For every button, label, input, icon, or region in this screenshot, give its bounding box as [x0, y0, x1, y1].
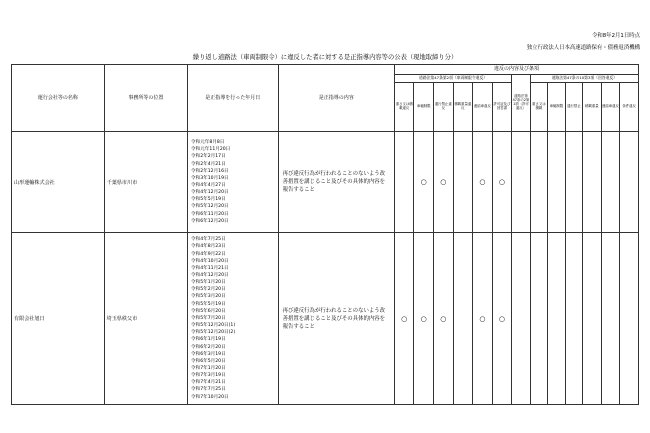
- guidance-date: 令和5年2月20日: [191, 287, 226, 293]
- violation-mark: ○: [434, 233, 454, 405]
- sub2-header: 通行禁止: [565, 83, 582, 132]
- table-row: [12, 233, 639, 405]
- guidance-date: 令和6年2月20日: [191, 344, 226, 350]
- col-violations-header: 違反の内容及び条項: [394, 65, 638, 75]
- sub1-header: 許可証及び回答書: [492, 83, 512, 132]
- sub1-header: 車幅制限: [414, 83, 434, 132]
- violation-mark: ○: [414, 132, 434, 233]
- violation-mark: [530, 233, 547, 405]
- sub2-header: 積載重量: [583, 83, 602, 132]
- sub1-header: 通行禁止違反: [434, 83, 454, 132]
- violation-mark: ○: [394, 233, 414, 405]
- violation-mark: [620, 132, 639, 233]
- violation-mark: [512, 132, 531, 233]
- guidance-date: 令和元年11月20日: [191, 147, 231, 153]
- violation-mark: [548, 132, 565, 233]
- col-content-header: 是正指導の内容: [278, 65, 394, 132]
- guidance-date: 令和2年4月21日: [191, 161, 226, 167]
- guidance-date: 令和4年12月20日: [191, 272, 229, 278]
- violation-mark: [583, 233, 602, 405]
- group-mid-header: 道路法第47条の2第1項（許可違反）: [512, 75, 531, 132]
- guidance-date: 令和7年7月25日: [191, 387, 226, 393]
- guidance-date: 令和6年1月19日: [191, 337, 226, 343]
- sub1-header: 積載重量違反: [453, 83, 473, 132]
- guidance-date: 令和元年8月8日: [191, 140, 225, 146]
- violation-mark: [394, 132, 414, 233]
- guidance-date: 令和5年1月20日: [191, 280, 226, 286]
- document-title: 繰り返し道路法（車両制限令）に違反した者に対する是正指導内容等の公表（現地取締り分）: [192, 54, 458, 61]
- guidance-date: 令和6年11月20日: [191, 211, 229, 217]
- guidance-date: 令和4年10月20日: [191, 258, 229, 264]
- col-company-header: 運行会社等の名称: [12, 65, 105, 132]
- guidance-date: 令和3年10月19日: [191, 175, 229, 181]
- violation-mark: [620, 233, 639, 405]
- company-name: 山形運輸株式会社: [12, 132, 105, 233]
- table-row: [12, 132, 639, 233]
- violation-mark: [583, 132, 602, 233]
- guidance-date: 令和7年4月21日: [191, 380, 226, 386]
- violation-mark: [548, 233, 565, 405]
- group2-header: 道路法第47条の10第3項（回答違反）: [530, 75, 638, 83]
- guidance-date: 令和7年3月19日: [191, 373, 226, 379]
- guidance-date: 令和4年9月22日: [191, 251, 226, 257]
- violation-mark: [530, 132, 547, 233]
- violations-table: [11, 64, 639, 405]
- guidance-date: 令和5年7月20日: [191, 315, 226, 321]
- guidance-date: 令和5年5月19日: [191, 197, 226, 203]
- violation-mark: ○: [492, 233, 512, 405]
- guidance-date: 令和6年3月19日: [191, 351, 226, 357]
- guidance-date: 令和5年12月20日(2): [191, 330, 236, 336]
- guidance-date: 令和2年2月17日: [191, 154, 226, 160]
- violation-mark: [601, 233, 620, 405]
- guidance-date: 令和4年8月23日: [191, 244, 226, 250]
- sub1-header: 連結車違反: [473, 83, 493, 132]
- violation-mark: [601, 132, 620, 233]
- violation-mark: ○: [473, 233, 493, 405]
- sub2-header: 条件違反: [620, 83, 639, 132]
- violation-mark: ○: [473, 132, 493, 233]
- office-location: 千葉県市川市: [104, 132, 187, 233]
- guidance-date: 令和4年7月25日: [191, 237, 226, 243]
- violation-mark: ○: [492, 132, 512, 233]
- col-dates-header: 是正指導を行った年月日: [188, 65, 279, 132]
- sub2-header: 連結車違反: [601, 83, 620, 132]
- group1-header: 道路法第47条第2項（車両制限令違反）: [394, 75, 511, 83]
- violation-mark: [453, 132, 473, 233]
- guidance-date: 令和6年5月20日: [191, 358, 226, 364]
- guidance-date: 令和5年12月20日: [191, 204, 229, 210]
- guidance-content: 再び違反行為が行われることのないよう改善措置を講じること及びその具体的内容を報告すること: [278, 132, 394, 233]
- guidance-dates: [188, 132, 279, 233]
- guidance-date: 令和5年3月20日: [191, 294, 226, 300]
- col-office-header: 事務所等の位置: [104, 65, 187, 132]
- guidance-content: 再び違反行為が行われることのないよう改善措置を講じること及びその具体的内容を報告すること: [278, 233, 394, 405]
- guidance-date: 令和6年12月20日: [191, 218, 229, 224]
- office-location: 埼玉県秩父市: [104, 233, 187, 405]
- guidance-date: 令和7年1月20日: [191, 366, 226, 372]
- company-name: 有限会社旭日: [12, 233, 105, 405]
- sub1-header: 重さ又は積載違反: [394, 83, 414, 132]
- guidance-date: 令和7年10月20日: [191, 394, 229, 400]
- organization-name: 独立行政法人日本高速道路保有・債務返済機構: [526, 45, 640, 51]
- sub2-header: 重さ又は積載: [530, 83, 547, 132]
- guidance-date: 令和2年12月16日: [191, 168, 229, 174]
- guidance-date: 令和5年12月20日(1): [191, 323, 236, 329]
- violation-mark: [565, 233, 582, 405]
- guidance-date: 令和4年11月21日: [191, 265, 229, 271]
- guidance-date: 令和5年6月20日: [191, 308, 226, 314]
- guidance-date: 令和4年12月20日: [191, 190, 229, 196]
- violation-mark: [512, 233, 531, 405]
- violation-mark: [565, 132, 582, 233]
- guidance-dates: [188, 233, 279, 405]
- guidance-date: 令和4年4月27日: [191, 183, 226, 188]
- violation-mark: ○: [414, 233, 434, 405]
- as-of-date: 令和8年2月1日時点: [591, 33, 640, 39]
- violation-mark: ○: [434, 132, 454, 233]
- guidance-date: 令和5年5月19日: [191, 301, 226, 307]
- violation-mark: [453, 233, 473, 405]
- sub2-header: 車幅制限: [548, 83, 565, 132]
